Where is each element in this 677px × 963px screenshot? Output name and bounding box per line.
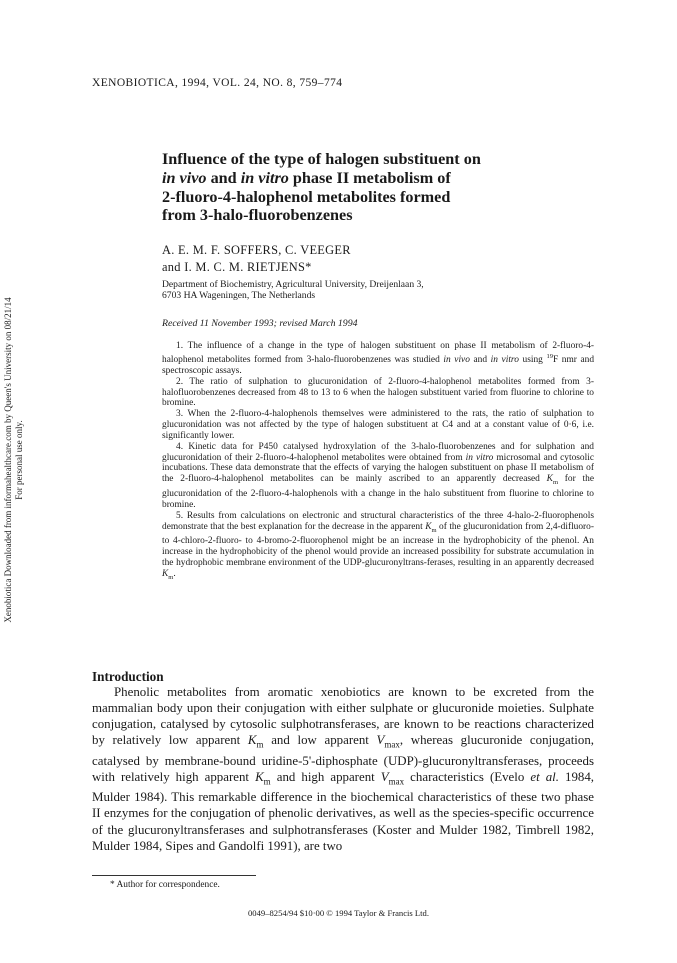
introduction-paragraph: Phenolic metabolites from aromatic xenobiotics are known to be excreted from the mammalian body upon their conjugation with either sulphate or glucuronide moieties. Sulphate conjugation, catalysed by cytosolic sulphotransferases, are known to be reactions characterized by relatively low apparent $K_m$ and low apparent $V_{max}$, whereas glucuronide conjugation, catalysed by membrane-bound uridine-5'-diphosphate (UDP)-glucuronyltransferases, proceeds with relatively high apparent $K_m$ and high apparent $V_{max}$ characteristics (Evelo et al. 1984, Mulder 1984). This remarkable difference in the biochemical characteristics of these two phase II enzymes for the conjugation of phenolic derivatives, as well as the species-specific occurrence of the glucuronyltransferases and sulphotransferases (Koster and Mulder 1982, Timbrell 1982, Mulder 1984, Sipes and Gandolfi 1991), are two <box>92 685 595 853</box>
title-in-vitro: in vitro <box>240 168 289 187</box>
article-title <box>162 150 592 225</box>
author-line-2: and I. M. C. M. RIETJENS* <box>162 259 312 274</box>
footnote-rule <box>92 875 256 876</box>
abstract-point-2: 2. The ratio of sulphation to glucuronidation of 2-fluoro-4-halophenol metabolites formed from 3-halofluorobenzenes decreased from 48 to 13 to 6 when the halogen substituent varied from fluorine to chlorine to bromine. <box>162 376 594 409</box>
footnote: * Author for correspondence. <box>110 880 220 890</box>
affiliation <box>162 279 424 301</box>
title-line-1: Influence of the type of halogen substituent on <box>162 150 481 168</box>
copyright-footer: 0049–8254/94 $10·00 © 1994 Taylor & Francis Ltd. <box>248 908 429 918</box>
abstract <box>162 341 594 583</box>
download-watermark <box>3 225 45 695</box>
running-head: XENOBIOTICA, 1994, VOL. 24, NO. 8, 759–774 <box>92 77 343 89</box>
abstract-point-3: 3. When the 2-fluoro-4-halophenols themselves were administered to the rats, the ratio of sulphation to glucuronidation was not affected by the type of halogen substituent at C4 and at a constant value of 0·6, i.e. significantly lower. <box>162 409 594 441</box>
title-and: and <box>206 168 241 187</box>
received-dates: Received 11 November 1993; revised March 1994 <box>162 318 358 329</box>
watermark-line-1: Xenobiotica Downloaded from informahealthcare.com by Queen's University on 08/21/14 <box>3 297 13 623</box>
title-in-vivo: in vivo <box>162 168 207 187</box>
abstract-point-5: 5. Results from calculations on electronic and structural characteristics of the three 4-halo-2-fluorophenols demonstrate that the best explanation for the decrease in the apparent $K_m$ of the glucuronidation from 2,4-difluoro- to 4-chloro-2-fluoro- to 4-bromo-2-fluorophenol might be an increase in the hydrophobicity of the phenol. An increase in the hydrophobicity of the phenol would provide an increased possibility for substrate accumulation in the hydrophobic membrane environment of the UDP-glucuronyltrans-ferases, resulting in an apparently decreased $K_m$. <box>162 510 594 581</box>
section-heading-introduction: Introduction <box>92 669 164 684</box>
watermark-line-2: For personal use only. <box>14 420 24 500</box>
title-line-3: 2-fluoro-4-halophenol metabolites formed <box>162 187 451 206</box>
introduction-body <box>92 684 594 854</box>
abstract-point-1: 1. The influence of a change in the type of halogen substituent on phase II metabolism of 2-fluoro-4-halophenol metabolites formed from 3-halo-fluorobenzenes was studied in vivo and in vitro using $^{19}$F nmr and spectroscopic assays. <box>162 341 595 376</box>
affiliation-line-1: Department of Biochemistry, Agricultural University, Dreijenlaan 3, <box>162 279 424 290</box>
title-line-2 <box>162 169 592 188</box>
title-rest: phase II metabolism of <box>288 168 451 187</box>
author-line-1: A. E. M. F. SOFFERS, C. VEEGER <box>162 243 351 257</box>
title-line-4: from 3-halo-fluorobenzenes <box>162 206 353 225</box>
affiliation-line-2: 6703 HA Wageningen, The Netherlands <box>162 290 316 302</box>
abstract-point-4: 4. Kinetic data for P450 catalysed hydroxylation of the 3-halo-fluorobenzenes and for sulphation and glucuronidation of their 2-fluoro-4-halophenol metabolites were obtained from in vitro microsomal and cytosolic incubations. These data demonstrate that the effects of varying the halogen substituent on phase II metabolism of the 2-fluoro-4-halophenol metabolites can be mainly ascribed to an apparently decreased $K_m$ for the glucuronidation of the 2-fluoro-4-halophenols with a change in the halo substituent from fluorine to chlorine to bromine. <box>162 441 595 510</box>
authors <box>162 242 351 275</box>
